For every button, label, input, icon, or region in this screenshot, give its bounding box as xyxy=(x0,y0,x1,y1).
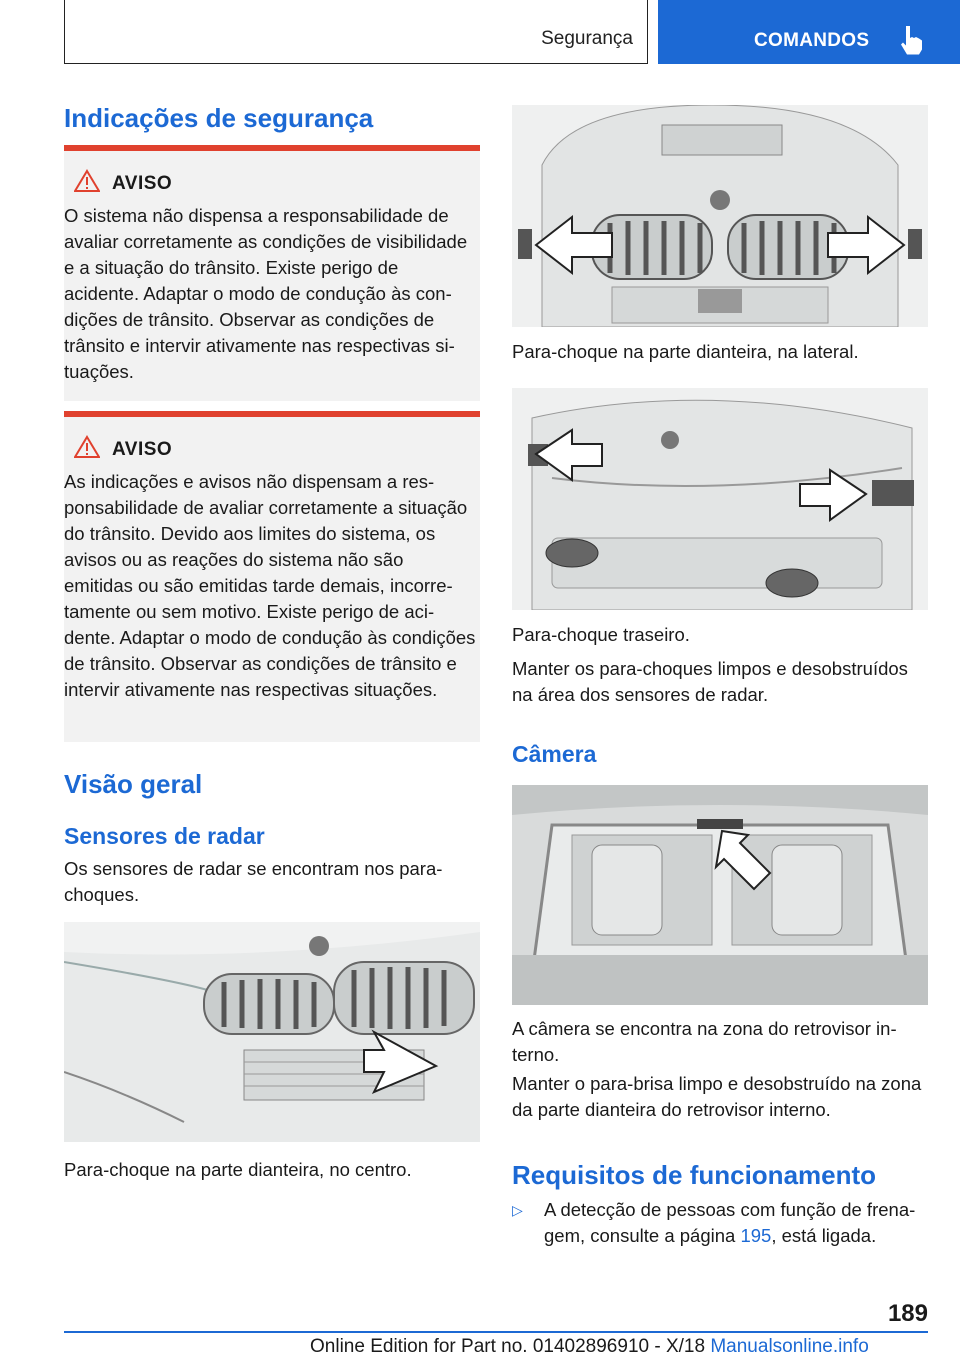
requirement-bullet-text: A detecção de pessoas com função de frenagem, consulte a página xyxy=(544,1199,916,1246)
subsection-title-radar: Sensores de radar xyxy=(64,823,265,849)
requirement-bullet-end: , está ligada. xyxy=(771,1225,877,1246)
warning-triangle-icon xyxy=(74,169,100,193)
caption-rear: Para-choque traseiro. xyxy=(512,624,690,645)
footer-watermark: Manualsonline.info xyxy=(710,1336,869,1357)
figure-rear-bumper xyxy=(512,388,928,610)
section-title-safety: Indicações de segurança xyxy=(64,103,374,133)
caption-front-center: Para-choque na parte dianteira, no centro. xyxy=(64,1159,412,1180)
header-tab-comandos[interactable] xyxy=(658,0,960,64)
warning-label: AVISO xyxy=(112,439,173,460)
radar-paragraph: Os sensores de radar se encontram nos para-choques. xyxy=(64,858,443,905)
section-title-requirements: Requisitos de funcionamento xyxy=(512,1160,877,1190)
bullet-triangle-icon: ▷ xyxy=(512,1202,523,1218)
warning-box-2 xyxy=(64,411,480,742)
figure-front-bumper-center xyxy=(64,922,480,1142)
header-section-box xyxy=(64,0,648,64)
header-section-title: Segurança xyxy=(541,28,633,49)
car-rear-illustration xyxy=(512,388,928,610)
car-interior-camera-illustration xyxy=(512,785,928,1005)
car-front-side-illustration xyxy=(512,105,928,327)
car-front-center-illustration xyxy=(64,922,480,1142)
footer xyxy=(310,1336,869,1358)
footer-edition: Online Edition for Part no. 01402896910 - X/18 xyxy=(310,1336,706,1357)
page-number: 189 xyxy=(887,1300,928,1327)
warning-triangle-icon xyxy=(74,435,100,459)
requirement-bullet xyxy=(544,1197,930,1249)
header-tab-label: COMANDOS xyxy=(754,30,870,51)
camera-clean-paragraph: Manter o para-brisa limpo e desobstruído na zona da parte dianteira do retrovisor interno. xyxy=(512,1073,922,1120)
footer-divider xyxy=(64,1331,928,1333)
caption-front-side: Para-choque na parte dianteira, na lateral. xyxy=(512,341,859,362)
section-title-overview: Visão geral xyxy=(64,769,203,799)
page-link-195[interactable]: 195 xyxy=(740,1225,772,1246)
warning-box-1 xyxy=(64,145,480,401)
keep-clean-paragraph: Manter os para-choques limpos e desobstruídos na área dos sensores de radar. xyxy=(512,658,908,705)
figure-front-bumper-side xyxy=(512,105,928,327)
subsection-title-camera: Câmera xyxy=(512,741,597,767)
warning-text: O sistema não dispensa a responsabilidade de avaliar corretamente as condições de visibilidade e a situação do trânsito. Existe perigo de acidente. Adaptar o modo de condução às condições de trânsito. Observar as condições de trânsito e intervir ativamente nas respectivas situações. xyxy=(64,205,468,382)
warning-label: AVISO xyxy=(112,173,173,194)
warning-text: As indicações e avisos não dispensam a responsabilidade de avaliar corretamente a situação do trânsito. Devido aos limites do sistema, os avisos ou as reações do sistema não são emitidas ou são emitidas tarde demais, incorretamente ou sem motivo. Existe perigo de acidente. Adaptar o modo de condução às condições de trânsito. Observar as condições de trânsito e intervir ativamente nas respectivas situações. xyxy=(64,471,476,700)
camera-location-paragraph: A câmera se encontra na zona do retrovisor interno. xyxy=(512,1018,897,1065)
figure-camera xyxy=(512,785,928,1005)
hand-pointer-icon xyxy=(898,24,928,56)
